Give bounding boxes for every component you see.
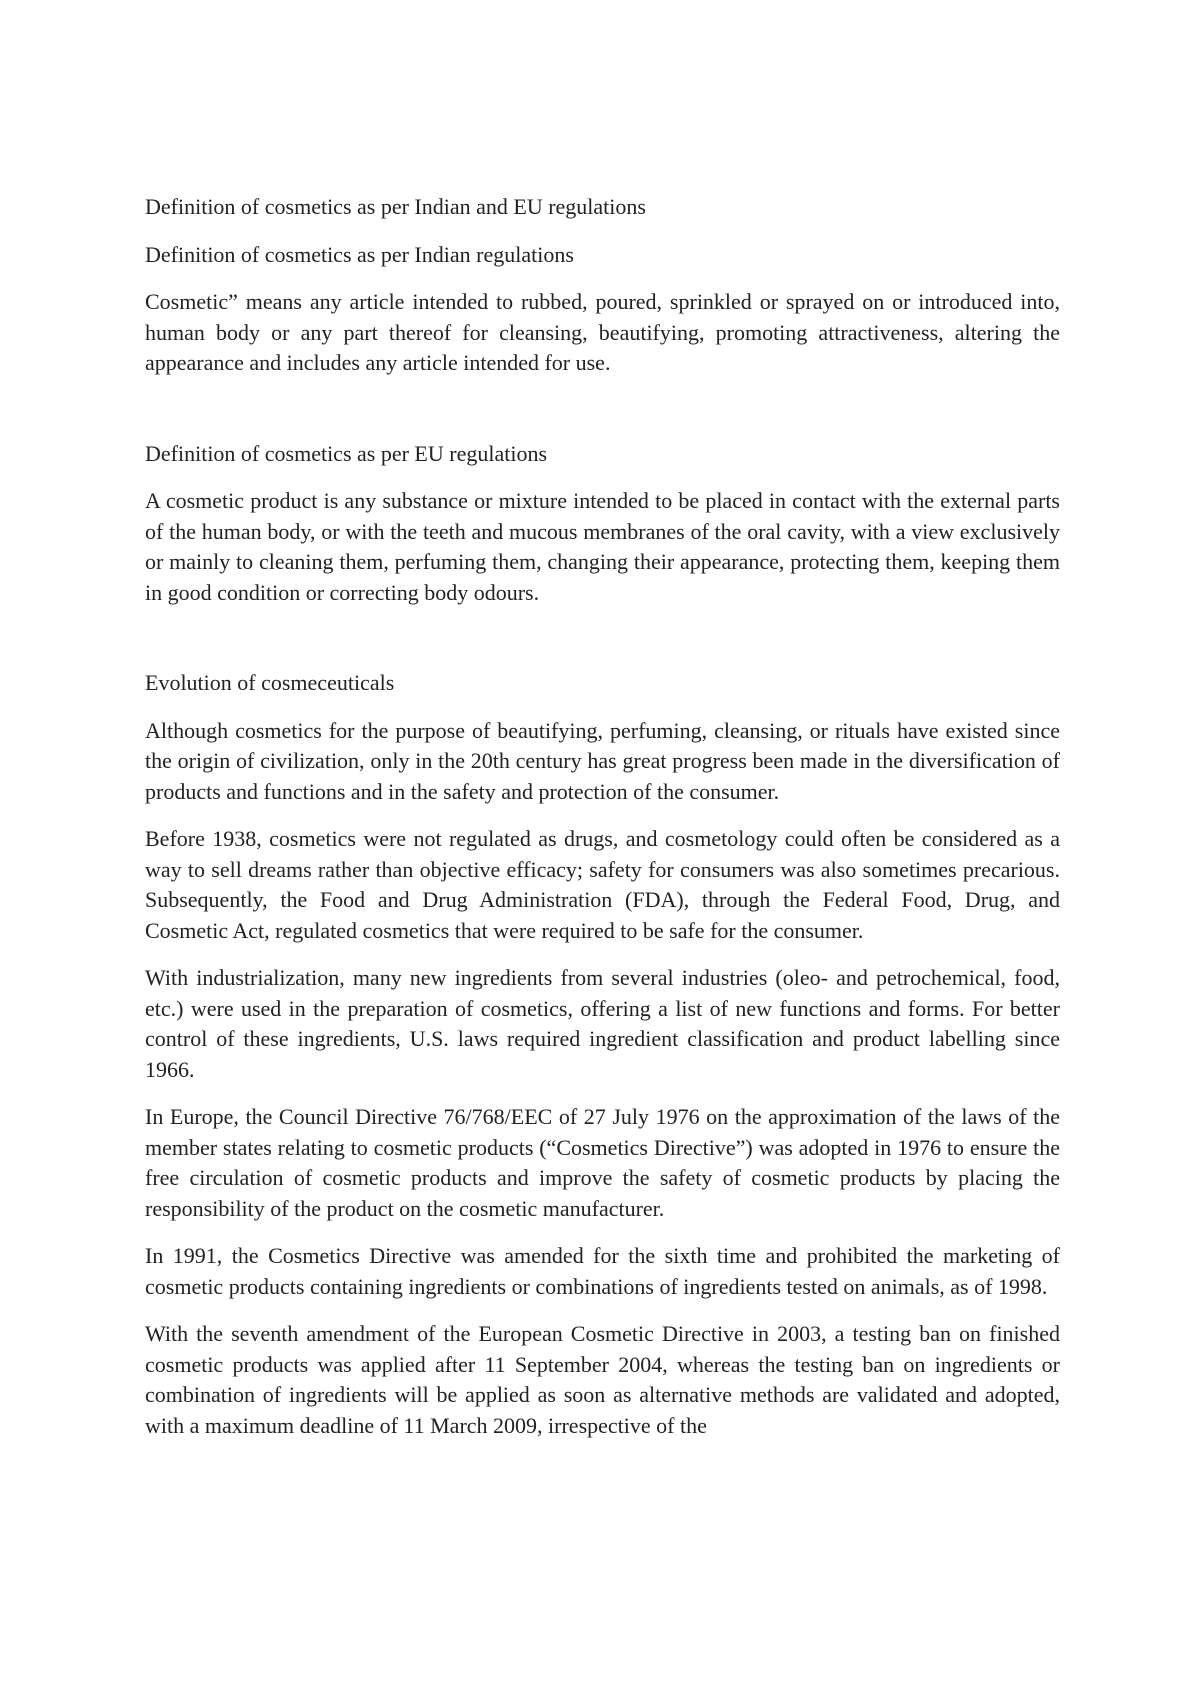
paragraph-eu-definition: A cosmetic product is any substance or mixture intended to be placed in contact with the external parts of the human body, or with the teeth and mucous membranes of the oral cavity, with a view exclusively or mainly to cleaning them, perfuming them, changing their appearance, protecting them, keeping them in good condition or correcting body odours. [145, 488, 1060, 605]
section-spacer [145, 625, 1060, 668]
paragraph-evolution-industrialization: With industrialization, many new ingredients from several industries (oleo- and petrochemical, food, etc.) were used in the preparation of cosmetics, offering a list of new functions and forms. For better control of these ingredients, U.S. laws required ingredient classification and product labelling since 1966. [145, 965, 1060, 1082]
paragraph-evolution-origins: Although cosmetics for the purpose of beautifying, perfuming, cleansing, or rituals have existed since the origin of civilization, only in the 20th century has great progress been made in the diversification of products and functions and in the safety and protection of the consumer. [145, 717, 1060, 804]
paragraph-evolution-seventh-amendment: With the seventh amendment of the European Cosmetic Directive in 2003, a testing ban on finished cosmetic products was applied after 11 September 2004, whereas the testing ban on ingredients or combination of ingredients will be applied as soon as alternative methods are validated and adopted, with a maximum deadline of 11 March 2009, irrespective of the [145, 1321, 1060, 1438]
section-spacer [145, 396, 1060, 439]
paragraph-indian-definition: Cosmetic” means any article intended to rubbed, poured, sprinkled or sprayed on or introduced into, human body or any part thereof for cleansing, beautifying, promoting attractiveness, altering the appearance and includes any article intended for use. [145, 289, 1060, 375]
document-title: Definition of cosmetics as per Indian and EU regulations [145, 194, 646, 219]
document-body [145, 192, 1060, 1458]
paragraph-evolution-europe-1976: In Europe, the Council Directive 76/768/EEC of 27 July 1976 on the approximation of the laws of the member states relating to cosmetic products (“Cosmetics Directive”) was adopted in 1976 to ensure the free circulation of cosmetic products and improve the safety of cosmetic products by placing the responsibility of the product on the cosmetic manufacturer. [145, 1104, 1060, 1221]
paragraph-evolution-1991: In 1991, the Cosmetics Directive was amended for the sixth time and prohibited the marketing of cosmetic products containing ingredients or combinations of ingredients tested on animals, as of 1998. [145, 1243, 1060, 1299]
paragraph-evolution-1938: Before 1938, cosmetics were not regulated as drugs, and cosmetology could often be considered as a way to sell dreams rather than objective efficacy; safety for consumers was also sometimes precarious. Subsequently, the Food and Drug Administration (FDA), through the Federal Food, Drug, and Cosmetic Act, regulated cosmetics that were required to be safe for the consumer. [145, 826, 1060, 943]
section-heading-evolution: Evolution of cosmeceuticals [145, 670, 395, 695]
section-heading-indian: Definition of cosmetics as per Indian regulations [145, 241, 574, 267]
section-heading-eu: Definition of cosmetics as per EU regulations [145, 440, 548, 466]
